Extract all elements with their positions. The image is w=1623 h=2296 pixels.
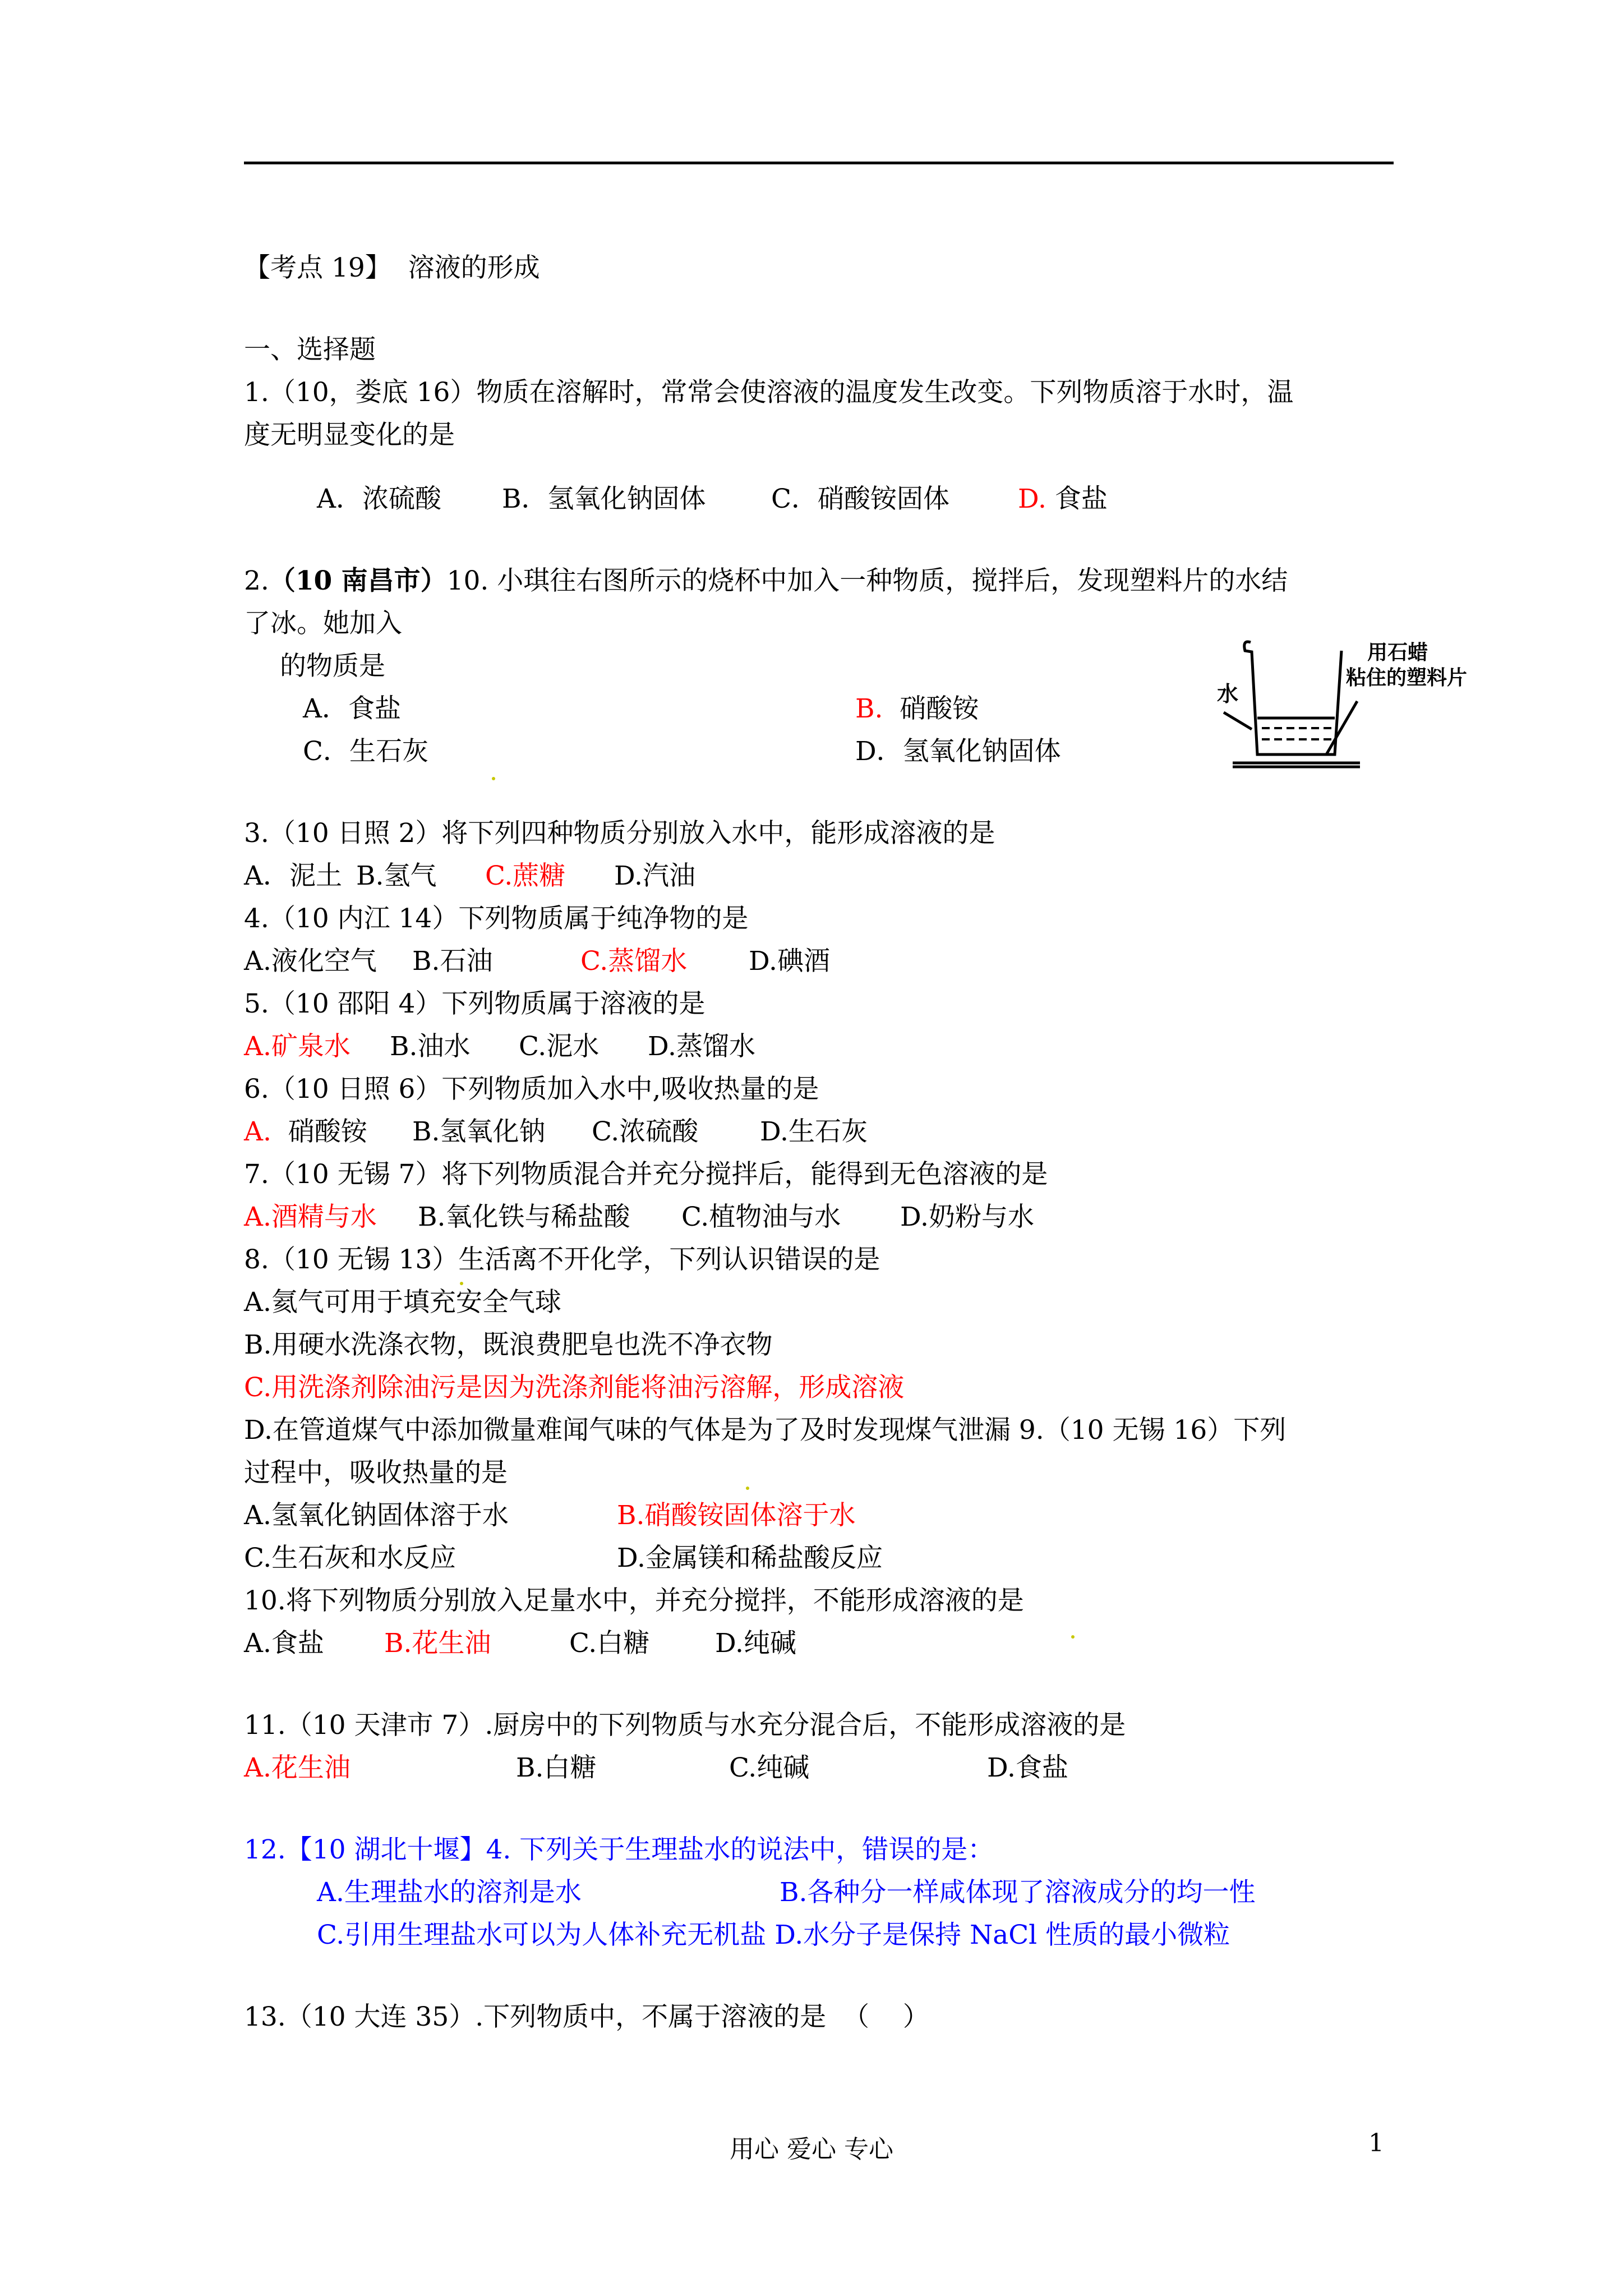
section-title: 一、选择题 [244,334,376,365]
q3-stem: 3.（10 日照 2）将下列四种物质分别放入水中，能形成溶液的是 [244,818,995,849]
q2-line2: 了冰。她加入 [244,608,402,639]
q1-line1: 1.（10，娄底 16）物质在溶解时，常常会使溶液的温度发生改变。下列物质溶于水时，温 [244,377,1294,408]
page-number: 1 [1368,2129,1384,2157]
q13-stem: 13.（10 大连 35）.下列物质中，不属于溶液的是 （ ） [244,2001,929,2032]
figure-label-water: 水 [1217,682,1239,706]
q2-options-cd: C．生石灰 D．氢氧化钠固体 [303,736,1061,767]
speck [460,1282,463,1285]
footer-text: 用心 爱心 专心 [730,2135,893,2164]
q11-options: A.花生油 B.白糖 C.纯碱 D.食盐 [244,1752,1068,1783]
q12-options-ab: A.生理盐水的溶剂是水 B.各种分一样咸体现了溶液成分的均一性 [317,1877,1256,1908]
q8-option-b: B.用硬水洗涤衣物，既浪费肥皂也洗不净衣物 [244,1329,773,1360]
q10-stem: 10.将下列物质分别放入足量水中，并充分搅拌，不能形成溶液的是 [244,1585,1024,1616]
beaker-figure [1217,628,1486,780]
q8-option-c: C.用洗涤剂除油污是因为洗涤剂能将油污溶解，形成溶液 [244,1372,905,1403]
q2-line3: 的物质是 [280,651,385,682]
q7-stem: 7.（10 无锡 7）将下列物质混合并充分搅拌后，能得到无色溶液的是 [244,1159,1048,1190]
q9-stem: 过程中，吸收热量的是 [244,1457,508,1488]
content [244,247,1399,2039]
beaker-drawing [1224,642,1360,767]
q11-stem: 11.（10 天津市 7）.厨房中的下列物质与水充分混合后，不能形成溶液的是 [244,1710,1126,1741]
figure-label-plastic-2: 粘住的塑料片 [1346,666,1468,689]
q7-options: A.酒精与水 B.氧化铁与稀盐酸 C.植物油与水 D.奶粉与水 [244,1202,1034,1232]
q9-options-ab: A.氢氧化钠固体溶于水 B.硝酸铵固体溶于水 [244,1500,856,1531]
q12-options-cd: C.引用生理盐水可以为人体补充无机盐 D.水分子是保持 NaCl 性质的最小微粒 [317,1920,1230,1950]
q3-options: A．泥土 B.氢气 C.蔗糖 D.汽油 [244,861,695,891]
q6-options: A. 硝酸铵 B.氢氧化钠 C.浓硫酸 D.生石灰 [244,1116,868,1147]
q1-line2: 度无明显变化的是 [244,420,455,450]
q2-options-ab: A．食盐 B. 硝酸铵 [303,693,979,724]
header-rule [244,162,1394,164]
q8-option-d: D.在管道煤气中添加微量难闻气味的气体是为了及时发现煤气泄漏 9.（10 无锡 16）下列 [244,1415,1287,1446]
q4-options: A.液化空气 B.石油 C.蒸馏水 D.碘酒 [244,946,830,977]
speck [492,777,495,780]
q6-stem: 6.（10 日照 6）下列物质加入水中,吸收热量的是 [244,1074,819,1105]
q12-stem: 12.【10 湖北十堰】4. 下列关于生理盐水的说法中，错误的是： [244,1834,994,1865]
q5-stem: 5.（10 邵阳 4）下列物质属于溶液的是 [244,988,706,1019]
q5-options: A.矿泉水 B.油水 C.泥水 D.蒸馏水 [244,1031,755,1062]
figure-label-plastic-1: 用石蜡 [1367,641,1428,664]
q2-line1: 2.（10 南昌市）10. 小琪往右图所示的烧杯中加入一种物质，搅拌后，发现塑料片的水结 [244,565,1288,596]
speck [746,1487,749,1490]
q10-options: A.食盐 B.花生油 C.白糖 D.纯碱 [244,1628,796,1659]
q8-option-a: A.氦气可用于填充安全气球 [244,1287,561,1318]
q8-stem: 8.（10 无锡 13）生活离不开化学，下列认识错误的是 [244,1244,880,1275]
topic-heading: 【考点 19】 溶液的形成 [244,252,540,283]
q9-options-cd: C.生石灰和水反应 D.金属镁和稀盐酸反应 [244,1543,883,1573]
q1-options: A．浓硫酸 B．氢氧化钠固体 C．硝酸铵固体 D. 食盐 [317,484,1108,514]
q4-stem: 4.（10 内江 14）下列物质属于纯净物的是 [244,903,749,934]
speck [1071,1635,1075,1639]
